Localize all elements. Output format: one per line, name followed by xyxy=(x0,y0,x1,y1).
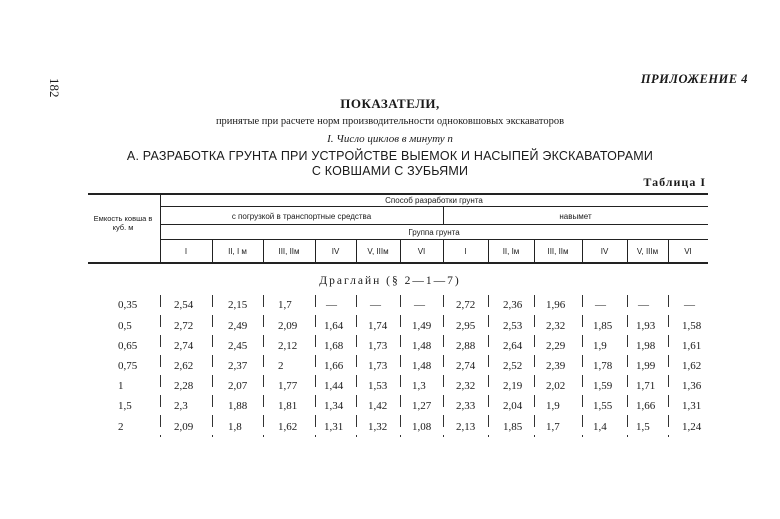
value-cell: — xyxy=(638,299,649,311)
value-cell: 2,62 xyxy=(174,360,194,372)
value-cell: 2,53 xyxy=(503,320,523,332)
value-cell: 2,32 xyxy=(456,380,476,392)
value-cell: 1,81 xyxy=(278,400,298,412)
body-column-divider xyxy=(315,295,316,437)
value-cell: 1,31 xyxy=(682,400,702,412)
body-column-divider xyxy=(534,295,535,437)
value-cell: 2,54 xyxy=(174,299,194,311)
group-column-header: V, IIIм xyxy=(367,247,389,256)
value-cell: 2,36 xyxy=(503,299,523,311)
value-cell: 1,66 xyxy=(324,360,344,372)
value-cell: 1,24 xyxy=(682,421,702,433)
group-divider-rule xyxy=(160,239,708,240)
body-column-divider xyxy=(400,295,401,437)
value-cell: 1,49 xyxy=(412,320,432,332)
value-cell: 2,95 xyxy=(456,320,476,332)
group-column-header: V, IIIм xyxy=(636,247,659,256)
body-column-divider xyxy=(627,295,628,437)
table-top-rule xyxy=(88,193,708,195)
value-cell: 2,15 xyxy=(228,299,248,311)
capacity-cell: 1,5 xyxy=(118,400,132,412)
group-column-divider xyxy=(356,240,357,263)
value-cell: 2,12 xyxy=(278,340,298,352)
body-column-divider xyxy=(488,295,489,437)
value-cell: 1,55 xyxy=(593,400,613,412)
value-cell: 2,09 xyxy=(278,320,298,332)
value-cell: 2,49 xyxy=(228,320,248,332)
capacity-cell: 0,35 xyxy=(118,299,138,311)
group-column-header: IV xyxy=(600,247,609,256)
group-column-header: I xyxy=(184,247,188,256)
group-column-header: II, I м xyxy=(228,247,247,256)
method-divider-rule xyxy=(160,206,708,207)
capacity-cell: 1 xyxy=(118,380,124,392)
value-cell: 1,74 xyxy=(368,320,388,332)
method-header: Способ разработки грунта xyxy=(385,196,483,205)
value-cell: 1,9 xyxy=(546,400,560,412)
value-cell: 2,64 xyxy=(503,340,523,352)
value-cell: 1,96 xyxy=(546,299,566,311)
body-column-divider xyxy=(263,295,264,437)
value-cell: 2,52 xyxy=(503,360,523,372)
value-cell: 1,88 xyxy=(228,400,248,412)
group-column-divider xyxy=(443,240,444,263)
value-cell: 2,13 xyxy=(456,421,476,433)
body-column-divider xyxy=(582,295,583,437)
group-column-header: VI xyxy=(684,247,692,256)
dragline-section-title: Драглайн (§ 2—1—7) xyxy=(319,275,461,287)
value-cell: 1,44 xyxy=(324,380,344,392)
group-column-header: I xyxy=(464,247,467,256)
value-cell: 1,93 xyxy=(636,320,656,332)
value-cell: 2,07 xyxy=(228,380,248,392)
value-cell: 1,77 xyxy=(278,380,298,392)
value-cell: 2,29 xyxy=(546,340,566,352)
group-column-divider xyxy=(263,240,264,263)
value-cell: 1,27 xyxy=(412,400,432,412)
table-label: Таблица I xyxy=(643,175,706,189)
group-column-divider xyxy=(212,240,213,263)
value-cell: — xyxy=(326,299,337,311)
value-cell: 2 xyxy=(278,360,284,372)
value-cell: 1,85 xyxy=(593,320,613,332)
value-cell: 1,08 xyxy=(412,421,432,433)
group-column-divider xyxy=(627,240,628,263)
value-cell: 1,59 xyxy=(593,380,613,392)
body-column-divider xyxy=(443,295,444,437)
value-cell: 1,7 xyxy=(278,299,292,311)
body-column-divider xyxy=(160,295,161,437)
value-cell: 2,72 xyxy=(456,299,476,311)
body-column-divider xyxy=(212,295,213,437)
value-cell: — xyxy=(595,299,606,311)
value-cell: — xyxy=(414,299,425,311)
capacity-cell: 0,75 xyxy=(118,360,138,372)
value-cell: 1,99 xyxy=(636,360,656,372)
header-bottom-rule xyxy=(88,262,708,264)
value-cell: 1,73 xyxy=(368,340,388,352)
group-column-header: IV xyxy=(331,247,340,256)
value-cell: 2,72 xyxy=(174,320,194,332)
value-cell: 2,02 xyxy=(546,380,566,392)
value-cell: 1,78 xyxy=(593,360,613,372)
value-cell: 1,68 xyxy=(324,340,344,352)
group-column-divider xyxy=(315,240,316,263)
group-column-header: VI xyxy=(417,247,426,256)
value-cell: 1,58 xyxy=(682,320,702,332)
value-cell: 1,48 xyxy=(412,360,432,372)
method-dump-header: навымет xyxy=(559,212,592,221)
value-cell: 1,66 xyxy=(636,400,656,412)
value-cell: 2,45 xyxy=(228,340,248,352)
group-column-divider xyxy=(400,240,401,263)
value-cell: 1,85 xyxy=(503,421,523,433)
subheader-divider-rule xyxy=(160,224,708,225)
value-cell: 1,62 xyxy=(682,360,702,372)
value-cell: 2,28 xyxy=(174,380,194,392)
value-cell: 2,88 xyxy=(456,340,476,352)
page-title: ПОКАЗАТЕЛИ, xyxy=(340,96,440,111)
row-header-capacity: Емкость ковша в куб. м xyxy=(93,214,153,232)
value-cell: 1,42 xyxy=(368,400,388,412)
value-cell: 2,3 xyxy=(174,400,188,412)
group-column-divider xyxy=(668,240,669,263)
capacity-cell: 2 xyxy=(118,421,124,433)
value-cell: 2,19 xyxy=(503,380,523,392)
value-cell: — xyxy=(370,299,381,311)
value-cell: 2,32 xyxy=(546,320,566,332)
body-column-divider xyxy=(356,295,357,437)
value-cell: 1,73 xyxy=(368,360,388,372)
value-cell: 1,4 xyxy=(593,421,607,433)
value-cell: 1,8 xyxy=(228,421,242,433)
value-cell: 2,09 xyxy=(174,421,194,433)
value-cell: 1,32 xyxy=(368,421,388,433)
body-column-divider xyxy=(668,295,669,437)
group-column-divider xyxy=(534,240,535,263)
value-cell: 1,53 xyxy=(368,380,388,392)
value-cell: 1,62 xyxy=(278,421,298,433)
group-column-header: III, IIм xyxy=(547,247,569,256)
value-cell: 1,34 xyxy=(324,400,344,412)
page-number: 182 xyxy=(47,78,62,98)
table-heading-line-2: С КОВШАМИ С ЗУБЬЯМИ xyxy=(311,164,469,178)
appendix-label: ПРИЛОЖЕНИЕ 4 xyxy=(640,72,748,86)
value-cell: 1,71 xyxy=(636,380,656,392)
capacity-cell: 0,65 xyxy=(118,340,138,352)
value-cell: 2,04 xyxy=(503,400,523,412)
value-cell: 1,9 xyxy=(593,340,607,352)
capacity-cell: 0,5 xyxy=(118,320,132,332)
value-cell: 2,37 xyxy=(228,360,248,372)
subtitle: принятые при расчете норм производительности одноковшовых экскаваторов xyxy=(215,116,565,127)
value-cell: 2,39 xyxy=(546,360,566,372)
group-header: Группа грунта xyxy=(408,228,460,237)
value-cell: 1,98 xyxy=(636,340,656,352)
method-transport-header: с погрузкой в транспортные средства xyxy=(231,212,372,221)
group-column-divider xyxy=(582,240,583,263)
group-column-divider xyxy=(488,240,489,263)
section-heading: I. Число циклов в минуту n xyxy=(327,133,453,145)
value-cell: 1,64 xyxy=(324,320,344,332)
value-cell: 1,61 xyxy=(682,340,702,352)
value-cell: 2,74 xyxy=(456,360,476,372)
value-cell: 1,3 xyxy=(412,380,426,392)
value-cell: 1,36 xyxy=(682,380,702,392)
value-cell: 2,74 xyxy=(174,340,194,352)
value-cell: 1,31 xyxy=(324,421,344,433)
group-column-header: II, Iм xyxy=(502,247,520,256)
value-cell: 1,5 xyxy=(636,421,650,433)
group-column-header: III, IIм xyxy=(278,247,300,256)
value-cell: 1,7 xyxy=(546,421,560,433)
value-cell: 1,48 xyxy=(412,340,432,352)
value-cell: 2,33 xyxy=(456,400,476,412)
table-heading-line-1: А. РАЗРАБОТКА ГРУНТА ПРИ УСТРОЙСТВЕ ВЫЕМОК И НАСЫПЕЙ ЭКСКАВАТОРАМИ xyxy=(126,149,654,163)
value-cell: — xyxy=(684,299,695,311)
